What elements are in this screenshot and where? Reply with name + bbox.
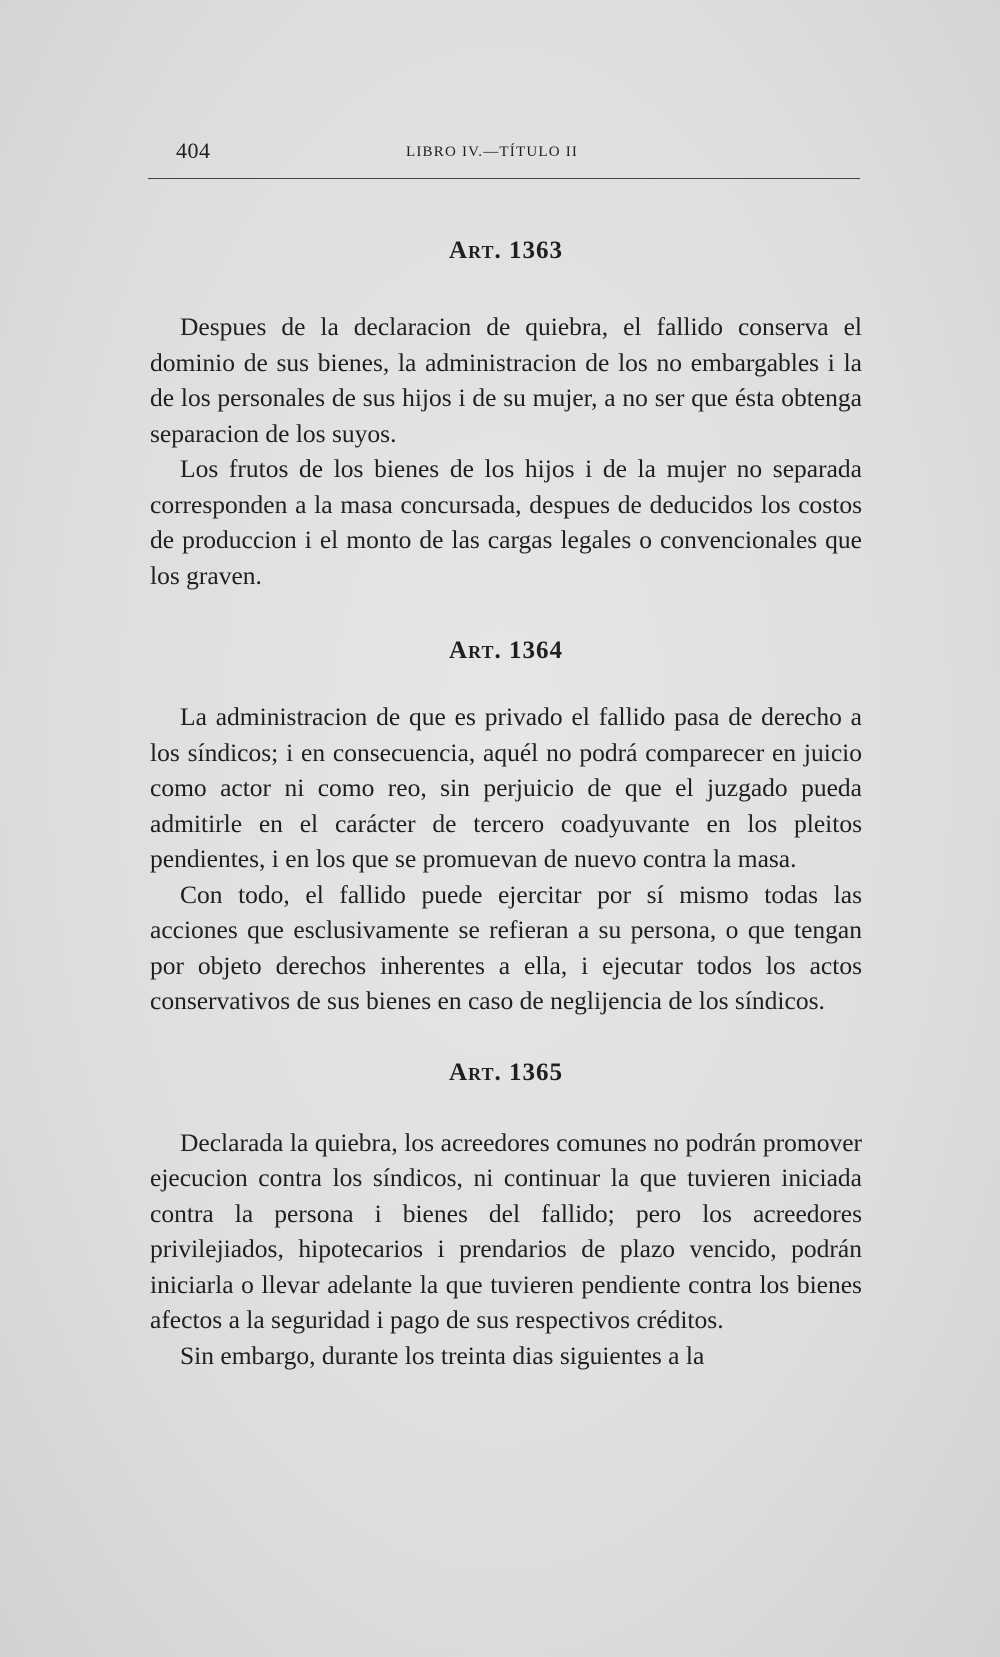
text-block bbox=[150, 225, 862, 1373]
article-1364-paragraph-1: La administracion de que es privado el fallido pasa de derecho a los síndicos; i en consecuencia, aquél no podrá comparecer en juicio como actor ni como reo, sin perjuicio de que el juzgado pueda admitirle en el carácter de tercero coadyuvante en los pleitos pendientes, i en los que se promuevan de nuevo contra la masa. bbox=[150, 702, 862, 873]
running-head: LIBRO IV.—TÍTULO II bbox=[406, 144, 579, 160]
article-1364-paragraph-2: Con todo, el fallido puede ejercitar por sí mismo todas las acciones que esclusivamente se refieran a su persona, o que tengan por objeto derechos inherentes a ella, i ejecutar todos los actos conservativos de sus bienes en caso de neglijencia de los síndicos. bbox=[150, 879, 862, 1015]
article-1363-paragraph-2: Los frutos de los bienes de los hijos i de la mujer no separada corresponden a la masa concursada, despues de deducidos los costos de produccion i el monto de las cargas legales o convencionales que los graven. bbox=[150, 454, 862, 590]
article-1363-paragraph-1: Despues de la declaracion de quiebra, el fallido conserva el dominio de sus bienes, la administracion de los no embargables i la de los personales de sus hijos i de su mujer, a no ser que ésta obtenga separacion de los suyos. bbox=[150, 312, 862, 448]
page-header bbox=[148, 138, 860, 179]
article-1365-paragraph-2: Sin embargo, durante los treinta dias siguientes a la bbox=[180, 1340, 705, 1370]
article-heading-1363: Art. 1363 bbox=[449, 237, 563, 264]
page-number: 404 bbox=[176, 138, 211, 163]
article-1365-paragraph-1: Declarada la quiebra, los acreedores comunes no podrán promover ejecucion contra los síndicos, ni continuar la que tuvieren iniciada contra la persona i bienes del fallido; pero los acreedores privilejiados, hipotecarios i prendarios de plazo vencido, podrán iniciarla o llevar adelante la que tuvieren pendiente contra los bienes afectos a la seguridad i pago de sus respectivos créditos. bbox=[150, 1127, 862, 1334]
article-heading-1365: Art. 1365 bbox=[449, 1058, 563, 1086]
article-heading-1364: Art. 1364 bbox=[449, 637, 563, 664]
